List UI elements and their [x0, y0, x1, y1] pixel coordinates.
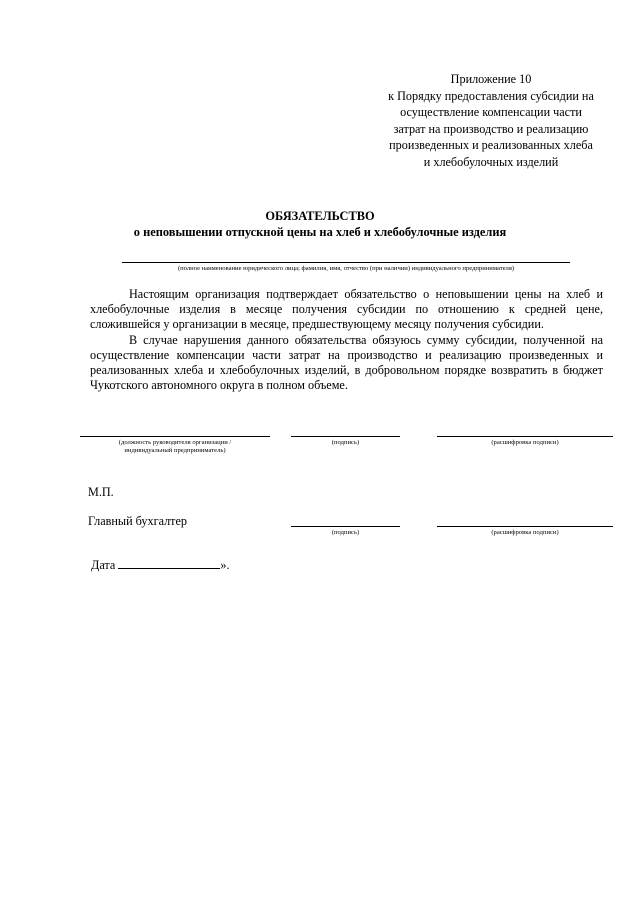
head-decoding-line: [437, 436, 613, 437]
appendix-line: и хлебобулочных изделий: [423, 154, 559, 169]
position-caption-line: (должность руководителя организации /: [118, 439, 232, 446]
position-caption-line: индивидуальный предприниматель): [124, 447, 226, 455]
appendix-line: к Порядку предоставления субсидии на: [388, 88, 594, 103]
accountant-decoding-line: [437, 526, 613, 527]
head-signature-caption: (подпись): [331, 439, 360, 446]
date-label: Дата: [91, 558, 116, 572]
appendix-line: произведенных и реализованных хлеба: [389, 138, 593, 153]
document-title: [40, 208, 600, 241]
appendix-line: затрат на производство и реализацию: [393, 121, 589, 136]
appendix-line: осуществление компенсации части: [400, 105, 582, 120]
organization-name-caption: (полное наименование юридического лица; фамилия, имя, отчество (при наличии) индивидуального предпринимателя): [177, 265, 515, 272]
title-subheading: о неповышении отпускной цены на хлеб и хлебобулочные изделия: [133, 225, 507, 240]
organization-name-line: [122, 262, 570, 263]
date-suffix: ».: [220, 558, 230, 572]
stamp-label: М.П.: [88, 485, 114, 499]
head-signature-line: [291, 436, 400, 437]
obligation-text: [90, 287, 603, 393]
head-position-line: [80, 436, 270, 437]
accountant-signature-caption: (подпись): [331, 529, 360, 536]
appendix-line: Приложение 10: [450, 72, 532, 86]
accountant-signature-line: [291, 526, 400, 527]
paragraph-confirmation: Настоящим организация подтверждает обязательство о неповышении цены на хлеб и хлебобулочные изделия в месяце получения субсидии по отношению к средней цене, сложившейся у организации в месяце, предшествующему месяцу получения субсидии.: [90, 287, 603, 332]
head-decoding-caption: (расшифровка подписи): [491, 439, 559, 446]
chief-accountant-label: Главный бухгалтер: [88, 514, 188, 528]
date-blank-line: [118, 557, 220, 569]
paragraph-violation: В случае нарушения данного обязательства обязуюсь сумму субсидии, полученной на осуществление компенсации части затрат на производство и реализацию произведенных и реализованных хлеба и хлебобулочных изделий, в добровольном порядке возвратить в бюджет Чукотского автономного округа в полном объеме.: [90, 332, 603, 393]
accountant-decoding-caption: (расшифровка подписи): [491, 529, 559, 536]
date-row: [91, 557, 229, 573]
title-heading: ОБЯЗАТЕЛЬСТВО: [265, 209, 375, 223]
head-position-caption: [80, 439, 270, 456]
appendix-note: [366, 71, 616, 171]
